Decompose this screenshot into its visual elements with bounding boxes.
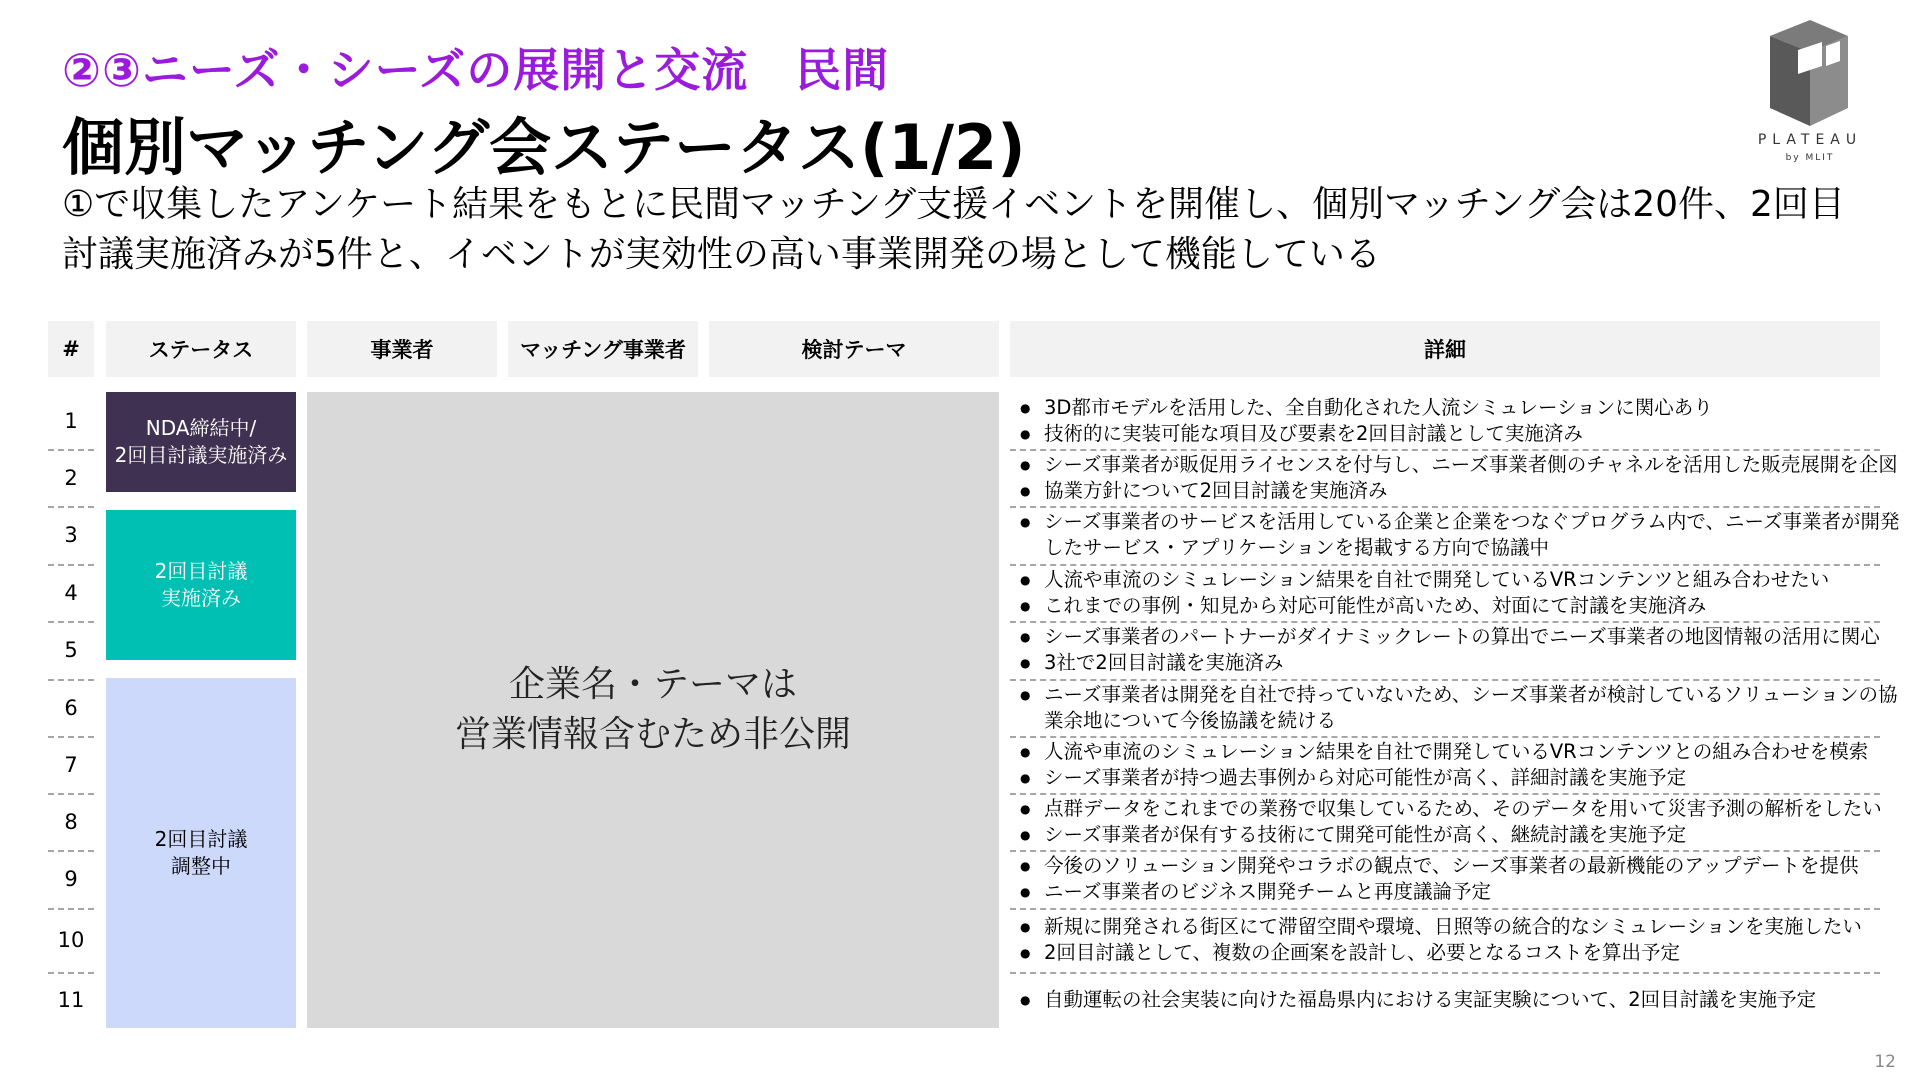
detail-bullet: ● 点群データをこれまでの業務で収集しているため、そのデータを用いて災害予測の解析をしたい: [1020, 796, 1900, 822]
status-label: 2回目討議 調整中: [154, 827, 248, 878]
status-label: NDA締結中/ 2回目討議実施済み: [114, 416, 288, 467]
detail-cell: [1020, 564, 1900, 621]
detail-cell: [1020, 621, 1900, 679]
detail-cell: [1020, 506, 1900, 564]
row-number: 9: [64, 867, 78, 891]
logo-wordmark: PLATEAU: [1757, 132, 1863, 148]
row-number: 7: [64, 752, 78, 777]
detail-bullet: ● 3D都市モデルを活用した、全自動化された人流シミュレーションに関心あり: [1020, 395, 1900, 421]
column-header-company: 事業者: [307, 321, 497, 377]
detail-cell: [1020, 736, 1900, 793]
row-number: 5: [64, 638, 78, 662]
column-header-status: ステータス: [106, 321, 296, 377]
detail-bullet: ● 自動運転の社会実装に向けた福島県内における実証実験について、2回目討議を実施予定: [1020, 987, 1900, 1013]
detail-bullet: ● シーズ事業者のサービスを活用している企業と企業をつなぐプログラム内で、ニーズ事業者が開発したサービス・アプリケーションを掲載する方向で協議中: [1020, 509, 1900, 561]
row-number: 10: [57, 928, 85, 952]
logo-subtext: by MLIT: [1785, 153, 1835, 163]
column-header-theme: 検討テーマ: [709, 321, 999, 377]
detail-cell: [1020, 392, 1900, 449]
column-header-matching-company: マッチング事業者: [508, 321, 698, 377]
detail-bullet: ● シーズ事業者が保有する技術にて開発可能性が高く、継続討議を実施予定: [1020, 822, 1900, 848]
row-number: 6: [64, 695, 78, 720]
detail-bullet: ● 今後のソリューション開発やコラボの観点で、シーズ事業者の最新機能のアップデートを提供: [1020, 853, 1900, 879]
detail-cell: [1020, 679, 1900, 736]
detail-bullet: ● 人流や車流のシミュレーション結果を自社で開発しているVRコンテンツとの組み合わせを模索: [1020, 739, 1900, 765]
row-number: 11: [57, 988, 85, 1012]
row-number: 1: [64, 408, 78, 433]
status-badge-done: [106, 510, 296, 660]
confidential-note: 企業名・テーマは 営業情報含むため非公開: [454, 664, 851, 755]
detail-bullet: ● 2回目討議として、複数の企画案を設計し、必要となるコストを算出予定: [1020, 940, 1900, 966]
column-header-detail: 詳細: [1010, 321, 1880, 377]
row-number: 8: [64, 809, 78, 834]
detail-bullet: ● 人流や車流のシミュレーション結果を自社で開発しているVRコンテンツと組み合わせたい: [1020, 567, 1900, 593]
page-number: 12: [1874, 1052, 1896, 1072]
detail-bullet: ● 協業方針について2回目討議を実施済み: [1020, 478, 1900, 504]
detail-cell: [1020, 908, 1900, 972]
detail-bullet: ● 3社で2回目討議を実施済み: [1020, 650, 1900, 676]
row-number: 2: [64, 465, 78, 490]
detail-cell: [1020, 793, 1900, 850]
page-title: 個別マッチング会ステータス(1/2): [62, 111, 1026, 184]
detail-cell: [1020, 850, 1900, 908]
detail-bullet: ● 技術的に実装可能な項目及び要素を2回目討議として実施済み: [1020, 421, 1900, 447]
detail-bullet: ● ニーズ事業者は開発を自社で持っていないため、シーズ事業者が検討しているソリューションの協業余地について今後協議を続ける: [1020, 682, 1900, 734]
detail-bullet: ● ニーズ事業者のビジネス開発チームと再度議論予定: [1020, 879, 1900, 905]
status-badge-nda: [106, 392, 296, 492]
status-badge-arranging: [106, 678, 296, 1028]
detail-cell: [1020, 449, 1900, 506]
detail-bullet: ● シーズ事業者のパートナーがダイナミックレートの算出でニーズ事業者の地図情報の活用に関心: [1020, 624, 1900, 650]
detail-bullet: ● 新規に開発される街区にて滞留空間や環境、日照等の統合的なシミュレーションを実施したい: [1020, 914, 1900, 940]
detail-bullet: ● シーズ事業者が販促用ライセンスを付与し、ニーズ事業者側のチャネルを活用した販売展開を企図: [1020, 452, 1900, 478]
detail-bullet: ● これまでの事例・知見から対応可能性が高いため、対面にて討議を実施済み: [1020, 593, 1900, 619]
row-number: 4: [64, 580, 78, 605]
row-number: 3: [64, 523, 78, 547]
section-subtitle: ②③ニーズ・シーズの展開と交流 民間: [62, 43, 890, 97]
detail-cell: [1020, 972, 1900, 1028]
lead-text: ①で収集したアンケート結果をもとに民間マッチング支援イベントを開催し、個別マッチング会は20件、2回目討議実施済みが5件と、イベントが実効性の高い事業開発の場として機能している: [62, 184, 1845, 275]
status-label: 2回目討議 実施済み: [154, 559, 248, 610]
detail-bullet: ● シーズ事業者が持つ過去事例から対応可能性が高く、詳細討議を実施予定: [1020, 765, 1900, 791]
column-header-number: #: [48, 321, 94, 377]
